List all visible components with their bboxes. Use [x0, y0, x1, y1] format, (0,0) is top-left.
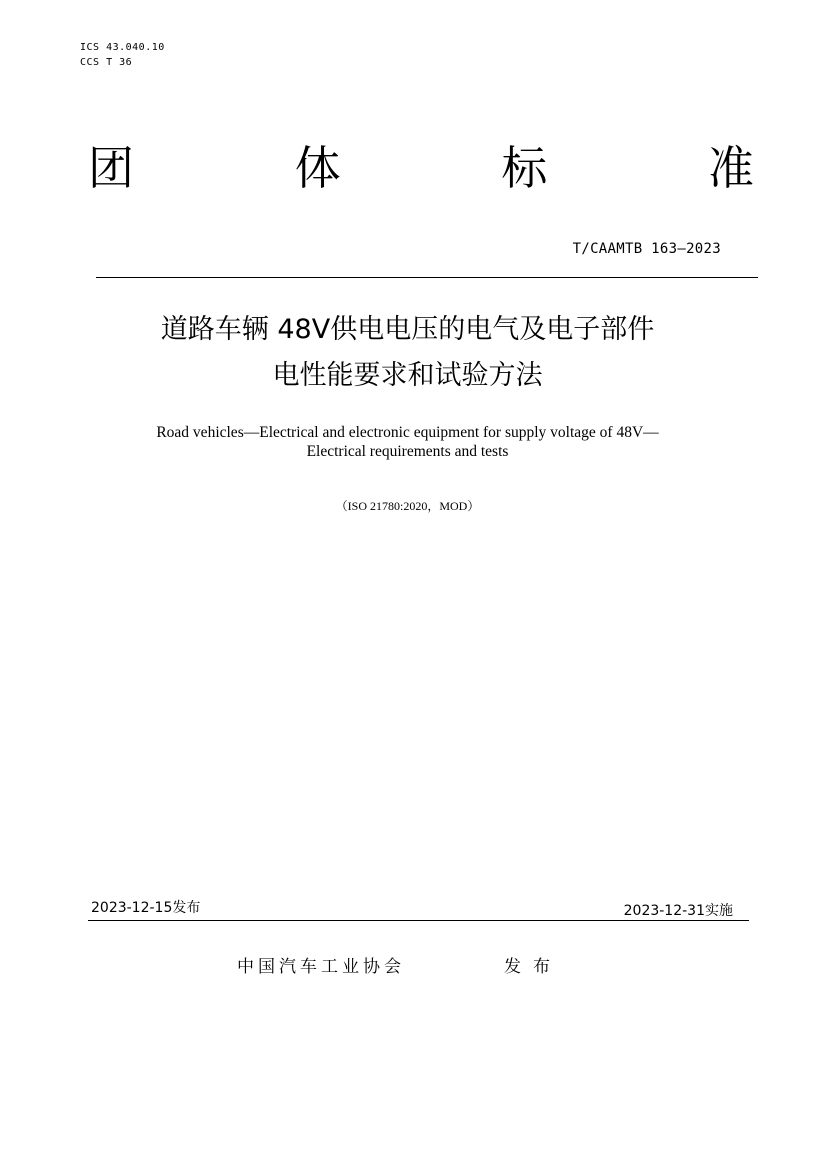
english-title-line-2: Electrical requirements and tests: [306, 443, 509, 460]
publisher-name: 中国汽车工业协会: [237, 957, 405, 977]
issue-date: 2023-12-15发布: [91, 900, 201, 916]
publish-label: 发布: [504, 957, 562, 977]
standard-type-char-4: 准: [707, 141, 754, 195]
bottom-divider: [88, 920, 749, 921]
implementation-date: 2023-12-31实施: [623, 903, 733, 919]
top-divider: [96, 277, 758, 278]
ics-code: ICS 43.040.10: [80, 42, 165, 53]
english-title: [0, 423, 815, 461]
chinese-title-line-2: 电性能要求和试验方法: [272, 360, 543, 391]
chinese-title: [0, 307, 815, 399]
standard-type-char-1: 团: [88, 141, 134, 195]
standard-type-heading: [88, 140, 754, 196]
standard-type-char-3: 标: [501, 141, 548, 195]
standard-number: T/CAAMTB 163—2023: [572, 241, 721, 257]
chinese-title-line-1: 道路车辆 48V供电电压的电气及电子部件: [160, 314, 655, 345]
classification-codes: [80, 40, 165, 70]
ccs-code: CCS T 36: [80, 57, 133, 68]
english-title-line-1: Road vehicles—Electrical and electronic equipment for supply voltage of 48V—: [156, 424, 659, 441]
adoption-note: （ISO 21780:2020，MOD）: [335, 499, 480, 513]
standard-type-char-2: 体: [294, 141, 341, 195]
